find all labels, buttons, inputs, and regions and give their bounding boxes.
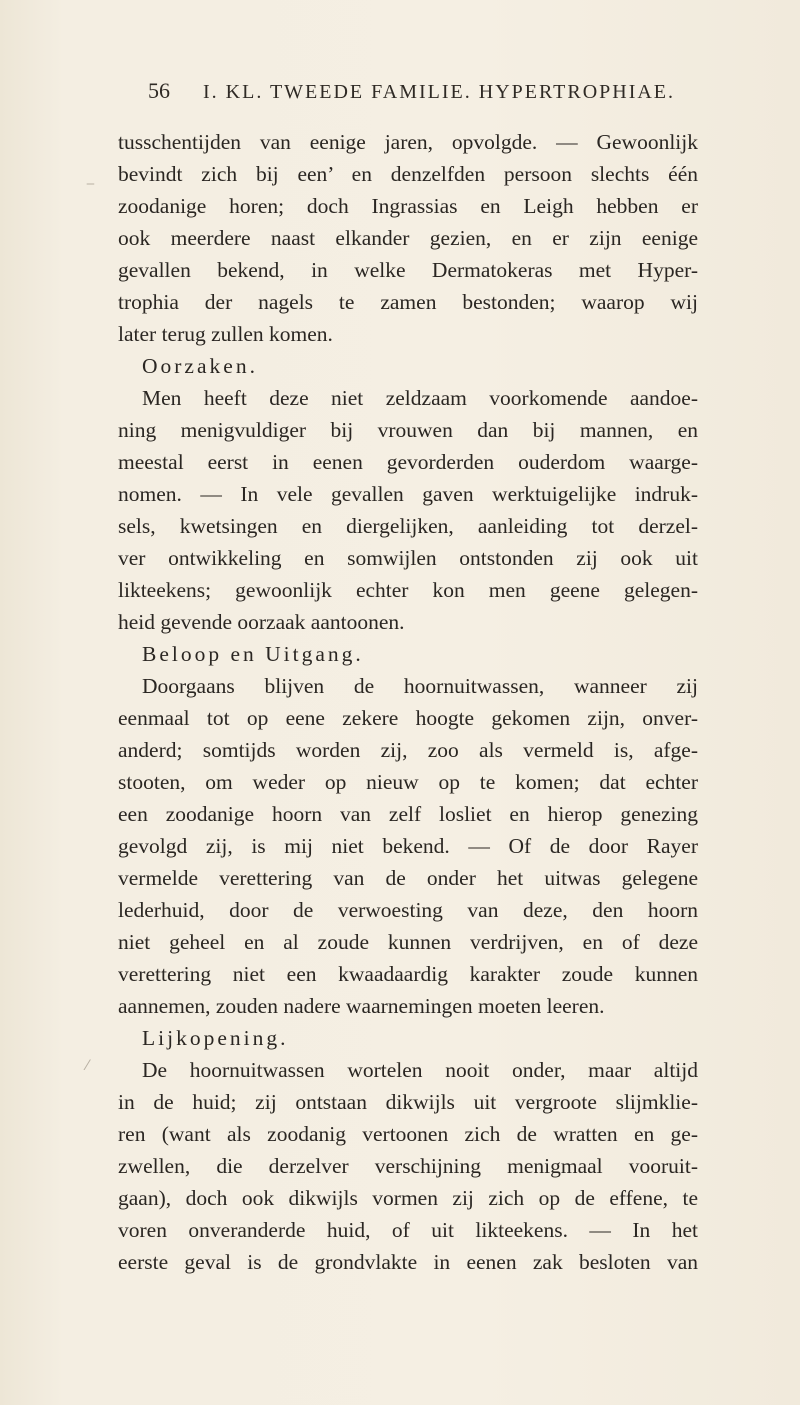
section-heading-oorzaken: Oorzaken. (142, 354, 258, 378)
text-line: lederhuid, door de verwoesting van deze, den hoorn (118, 898, 698, 922)
text-line: in de huid; zij ontstaan dikwijls uit vergroote slijmklie- (118, 1090, 698, 1114)
text-line: ren (want als zoodanig vertoonen zich de wratten en ge- (118, 1122, 698, 1146)
text-line: zwellen, die derzelver verschijning menigmaal vooruit- (118, 1154, 698, 1178)
text-line: voren onveranderde huid, of uit likteekens. — In het (118, 1218, 698, 1242)
text-line: ning menigvuldiger bij vrouwen dan bij mannen, en (118, 418, 698, 442)
body-text (118, 126, 698, 1278)
text-line: verettering niet een kwaadaardig karakter zoude kunnen (118, 962, 698, 986)
section-heading-beloop: Beloop en Uitgang. (142, 642, 364, 666)
text-line: gaan), doch ook dikwijls vormen zij zich op de effene, te (118, 1186, 698, 1210)
text-line: ver ontwikkeling en somwijlen ontstonden zij ook uit (118, 546, 698, 570)
text-line: gevallen bekend, in welke Dermatokeras met Hyper- (118, 258, 698, 282)
text-line: ook meerdere naast elkander gezien, en er zijn eenige (118, 226, 698, 250)
text-line: vermelde verettering van de onder het uitwas gelegene (118, 866, 698, 890)
text-line: eerste geval is de grondvlakte in eenen zak besloten van (118, 1250, 698, 1274)
margin-mark: ⁄ (86, 1058, 89, 1074)
text-line: een zoodanige hoorn van zelf losliet en hierop genezing (118, 802, 698, 826)
text-line: niet geheel en al zoude kunnen verdrijven, en of deze (118, 930, 698, 954)
text-line: De hoornuitwassen wortelen nooit onder, maar altijd (142, 1058, 698, 1082)
text-line: later terug zullen komen. (118, 322, 333, 346)
text-line: aannemen, zouden nadere waarnemingen moeten leeren. (118, 994, 605, 1018)
text-line: meestal eerst in eenen gevorderden ouderdom waarge- (118, 450, 698, 474)
text-line: anderd; somtijds worden zij, zoo als vermeld is, afge- (118, 738, 698, 762)
text-line: stooten, om weder op nieuw op te komen; dat echter (118, 770, 698, 794)
text-line: Men heeft deze niet zeldzaam voorkomende aandoe- (142, 386, 698, 410)
running-title: I. KL. TWEEDE FAMILIE. HYPERTROPHIAE. (203, 81, 676, 103)
text-line: likteekens; gewoonlijk echter kon men geene gelegen- (118, 578, 698, 602)
page-number: 56 (148, 78, 170, 103)
text-line: Doorgaans blijven de hoornuitwassen, wanneer zij (142, 674, 698, 698)
margin-mark: ‒ (86, 176, 95, 192)
text-line: heid gevende oorzaak aantoonen. (118, 610, 405, 634)
text-line: gevolgd zij, is mij niet bekend. — Of de door Rayer (118, 834, 698, 858)
text-line: nomen. — In vele gevallen gaven werktuigelijke indruk- (118, 482, 698, 506)
running-head (148, 78, 676, 106)
text-line: trophia der nagels te zamen bestonden; waarop wij (118, 290, 698, 314)
text-line: eenmaal tot op eene zekere hoogte gekomen zijn, onver- (118, 706, 698, 730)
text-line: tusschentijden van eenige jaren, opvolgde. — Gewoonlijk (118, 130, 698, 154)
text-line: sels, kwetsingen en diergelijken, aanleiding tot derzel- (118, 514, 698, 538)
text-line: bevindt zich bij een’ en denzelfden persoon slechts één (118, 162, 698, 186)
text-line: zoodanige horen; doch Ingrassias en Leigh hebben er (118, 194, 698, 218)
section-heading-lijkopening: Lijkopening. (142, 1026, 289, 1050)
